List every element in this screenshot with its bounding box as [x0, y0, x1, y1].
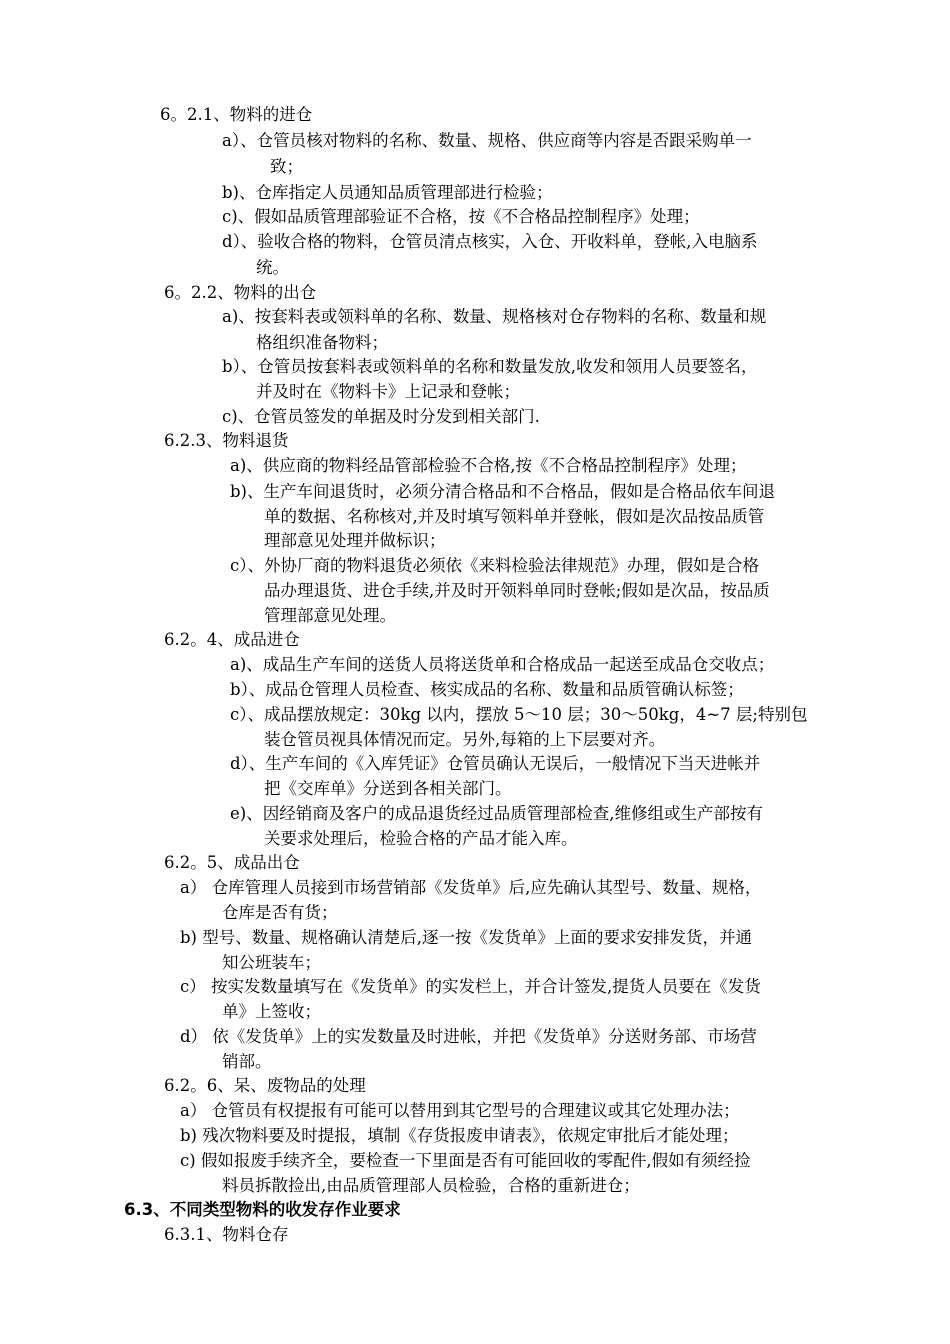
item-6-2-2-b-cont: 并及时在《物料卡》上记录和登帐； [256, 382, 520, 401]
item-6-2-1-a: a）、仓管员核对物料的名称、数量、规格、供应商等内容是否跟采购单一 [222, 131, 752, 150]
item-6-2-3-b-cont2: 理部意见处理并做标识； [264, 531, 446, 550]
item-6-2-2-b: b）、仓管员按套料表或领料单的名称和数量发放,收发和领用人员要签名， [222, 357, 758, 376]
item-6-2-6-b: b) 残次物料要及时提报，填制《存货报废申请表》，依规定审批后才能处理； [180, 1126, 739, 1145]
heading-6-2-5: 6.2。5、成品出仓 [164, 853, 300, 872]
item-6-2-4-c: c）、成品摆放规定：30kg 以内，摆放 5～10 层；30～50kg，4~7 层;特别包 [230, 705, 808, 724]
item-6-2-4-e: e)、因经销商及客户的成品退货经过品质管理部检查,维修组或生产部按有 [230, 804, 763, 823]
item-6-2-6-c: c) 假如报废手续齐全，要检查一下里面是否有可能回收的零配件,假如有须经捡 [180, 1151, 751, 1170]
heading-6-3-1: 6.3.1、物料仓存 [164, 1225, 289, 1244]
item-6-2-5-d: d） 依《发货单》上的实发数量及时进帐，并把《发货单》分送财务部、市场营 [180, 1027, 757, 1046]
item-6-2-1-b: b)、仓库指定人员通知品质管理部进行检验； [222, 183, 553, 202]
item-6-2-2-a-cont: 格组织准备物料； [256, 333, 388, 352]
item-6-2-1-d-cont: 统。 [256, 258, 289, 277]
heading-6-2-6: 6.2。6、呆、废物品的处理 [164, 1076, 366, 1095]
item-6-2-3-c-cont1: 品办理退货、进仓手续,并及时开领料单同时登帐;假如是次品，按品质 [264, 581, 770, 600]
item-6-2-3-b: b)、生产车间退货时，必须分清合格品和不合格品，假如是合格品依车间退 [230, 482, 775, 501]
heading-6-2-1: 6。2.1、物料的进仓 [160, 105, 313, 124]
item-6-2-3-c: c）、外协厂商的物料退货必须依《来料检验法律规范》办理，假如是合格 [230, 556, 759, 575]
heading-6-2-2: 6。2.2、物料的出仓 [164, 283, 317, 302]
item-6-2-4-e-cont: 关要求处理后，检验合格的产品才能入库。 [264, 829, 578, 848]
item-6-2-6-c-cont: 料员拆散捡出,由品质管理部人员检验，合格的重新进仓； [222, 1176, 640, 1195]
item-6-2-5-c-cont: 单》上签收； [222, 1002, 321, 1021]
item-6-2-3-c-cont2: 管理部意见处理。 [264, 606, 396, 625]
item-6-2-5-b-cont: 知公班装车； [222, 953, 321, 972]
item-6-2-5-a: a） 仓库管理人员接到市场营销部《发货单》后,应先确认其型号、数量、规格， [180, 878, 762, 897]
item-6-2-2-c: c)、仓管员签发的单据及时分发到相关部门. [222, 407, 540, 426]
item-6-2-5-a-cont: 仓库是否有货； [222, 903, 338, 922]
item-6-2-4-c-cont: 装仓管员视具体情况而定。另外,每箱的上下层要对齐。 [264, 730, 666, 749]
item-6-2-4-a: a)、成品生产车间的送货人员将送货单和合格成品一起送至成品仓交收点； [230, 655, 775, 674]
item-6-2-3-b-cont1: 单的数据、名称核对,并及时填写领料单并登帐，假如是次品按品质管 [264, 507, 765, 526]
item-6-2-4-d-cont: 把《交库单》分送到各相关部门。 [264, 779, 512, 798]
item-6-2-1-d: d）、验收合格的物料，仓管员清点核实，入仓、开收料单，登帐,入电脑系 [222, 232, 758, 251]
heading-6-3: 6.3、不同类型物料的收发存作业要求 [124, 1200, 401, 1219]
item-6-2-3-a: a)、供应商的物料经品管部检验不合格,按《不合格品控制程序》处理； [230, 456, 747, 475]
heading-6-2-3: 6.2.3、物料退货 [164, 431, 289, 450]
item-6-2-6-a: a） 仓管员有权提报有可能可以替用到其它型号的合理建议或其它处理办法； [180, 1101, 740, 1120]
item-6-2-4-b: b）、成品仓管理人员检查、核实成品的名称、数量和品质管确认标签； [230, 680, 744, 699]
item-6-2-1-a-cont: 致； [270, 157, 303, 176]
item-6-2-2-a: a)、按套料表或领料单的名称、数量、规格核对仓存物料的名称、数量和规 [222, 307, 767, 326]
heading-6-2-4: 6.2。4、成品进仓 [164, 630, 300, 649]
item-6-2-5-c: c） 按实发数量填写在《发货单》的实发栏上，并合计签发,提货人员要在《发货 [180, 977, 761, 996]
item-6-2-4-d: d）、生产车间的《入库凭证》仓管员确认无误后，一般情况下当天进帐并 [230, 754, 761, 773]
item-6-2-5-d-cont: 销部。 [222, 1052, 272, 1071]
item-6-2-1-c: c)、假如品质管理部验证不合格，按《不合格品控制程序》处理； [222, 207, 700, 226]
item-6-2-5-b: b) 型号、数量、规格确认清楚后,逐一按《发货单》上面的要求安排发货，并通 [180, 928, 752, 947]
